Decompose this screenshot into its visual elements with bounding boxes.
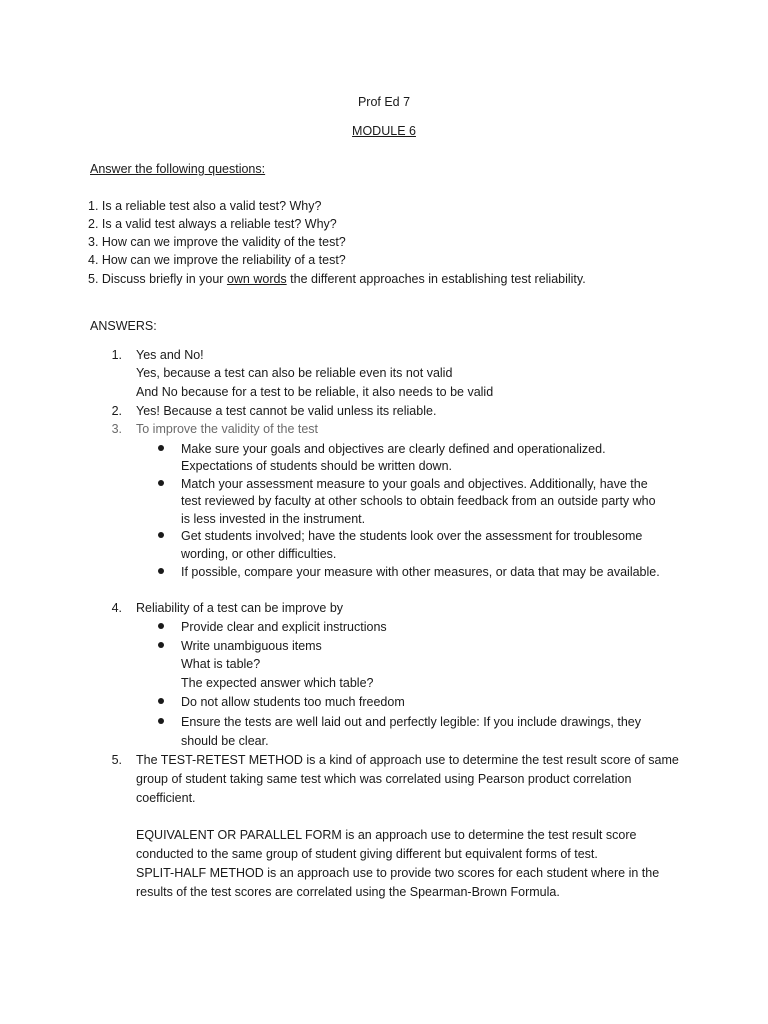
- answer-3-text: To improve the validity of the test: [136, 422, 319, 436]
- course-title: Prof Ed 7: [357, 95, 411, 109]
- question-3: 3. How can we improve the validity of the test?: [88, 235, 346, 249]
- answer-3-bullet-line: If possible, compare your measure with other measures, or data that may be available.: [181, 565, 660, 579]
- answer-4-bullet-line: Provide clear and explicit instructions: [181, 620, 387, 634]
- answer-5-line: The TEST-RETEST METHOD is a kind of approach use to determine the test result score of same: [136, 753, 679, 767]
- question-5: 5. Discuss briefly in your own words the different approaches in establishing test reliability.: [88, 272, 586, 286]
- answer-5-line: results of the test scores are correlated using the Spearman-Brown Formula.: [136, 885, 560, 899]
- bullet-icon: [158, 693, 166, 701]
- answer-3-bullet-line: wording, or other difficulties.: [181, 547, 337, 561]
- answer-4-number: 4.: [111, 601, 122, 615]
- bullet-icon: [158, 637, 166, 645]
- answer-5-line: conducted to the same group of student giving different but equivalent forms of test.: [136, 847, 598, 861]
- question-4: 4. How can we improve the reliability of a test?: [88, 253, 346, 267]
- answer-5-line: EQUIVALENT OR PARALLEL FORM is an approach use to determine the test result score: [136, 828, 637, 842]
- answer-4-bullet-line: The expected answer which table?: [181, 676, 374, 690]
- answer-4-bullet-line: What is table?: [181, 657, 261, 671]
- answer-4-bullet-line: Ensure the tests are well laid out and perfectly legible: If you include drawings, they: [181, 715, 641, 729]
- bullet-icon: [158, 527, 166, 535]
- instructions: Answer the following questions:: [90, 162, 266, 176]
- answer-5-line: group of student taking same test which was correlated using Pearson product correlation: [136, 772, 632, 786]
- answer-1-number: 1.: [111, 348, 122, 362]
- answer-3-number: 3.: [111, 422, 122, 436]
- bullet-icon: [158, 713, 166, 721]
- answer-4-bullet-line: Do not allow students too much freedom: [181, 695, 405, 709]
- answer-4-text: Reliability of a test can be improve by: [136, 601, 344, 615]
- bullet-icon: [158, 618, 166, 626]
- question-2: 2. Is a valid test always a reliable test? Why?: [88, 217, 337, 231]
- bullet-icon: [158, 563, 166, 571]
- answer-3-bullet-line: test reviewed by faculty at other schools to obtain feedback from an outside party who: [181, 494, 656, 508]
- answer-5-number: 5.: [111, 753, 122, 767]
- answer-3-bullet-line: Get students involved; have the students look over the assessment for troublesome: [181, 529, 643, 543]
- answer-2-text: Yes! Because a test cannot be valid unless its reliable.: [136, 404, 437, 418]
- answer-3-bullet-line: Match your assessment measure to your goals and objectives. Additionally, have the: [181, 477, 648, 491]
- question-1: 1. Is a reliable test also a valid test? Why?: [88, 199, 322, 213]
- answer-1-line: Yes, because a test can also be reliable even its not valid: [136, 366, 453, 380]
- bullet-icon: [158, 475, 166, 483]
- answer-3-bullet-line: Expectations of students should be written down.: [181, 459, 452, 473]
- answer-1-line: Yes and No!: [136, 348, 204, 362]
- answer-1-line: And No because for a test to be reliable, it also needs to be valid: [136, 385, 494, 399]
- answer-4-bullet-line: Write unambiguous items: [181, 639, 322, 653]
- answer-5-line: coefficient.: [136, 791, 196, 805]
- module-title: MODULE 6: [352, 124, 416, 138]
- answer-2-number: 2.: [111, 404, 122, 418]
- bullet-icon: [158, 440, 166, 448]
- answers-heading: ANSWERS:: [90, 319, 157, 333]
- answer-4-bullet-line: should be clear.: [181, 734, 269, 748]
- answer-3-bullet-line: Make sure your goals and objectives are clearly defined and operationalized.: [181, 442, 606, 456]
- answer-3-bullet-line: is less invested in the instrument.: [181, 512, 366, 526]
- answer-5-line: SPLIT-HALF METHOD is an approach use to provide two scores for each student where in the: [136, 866, 660, 880]
